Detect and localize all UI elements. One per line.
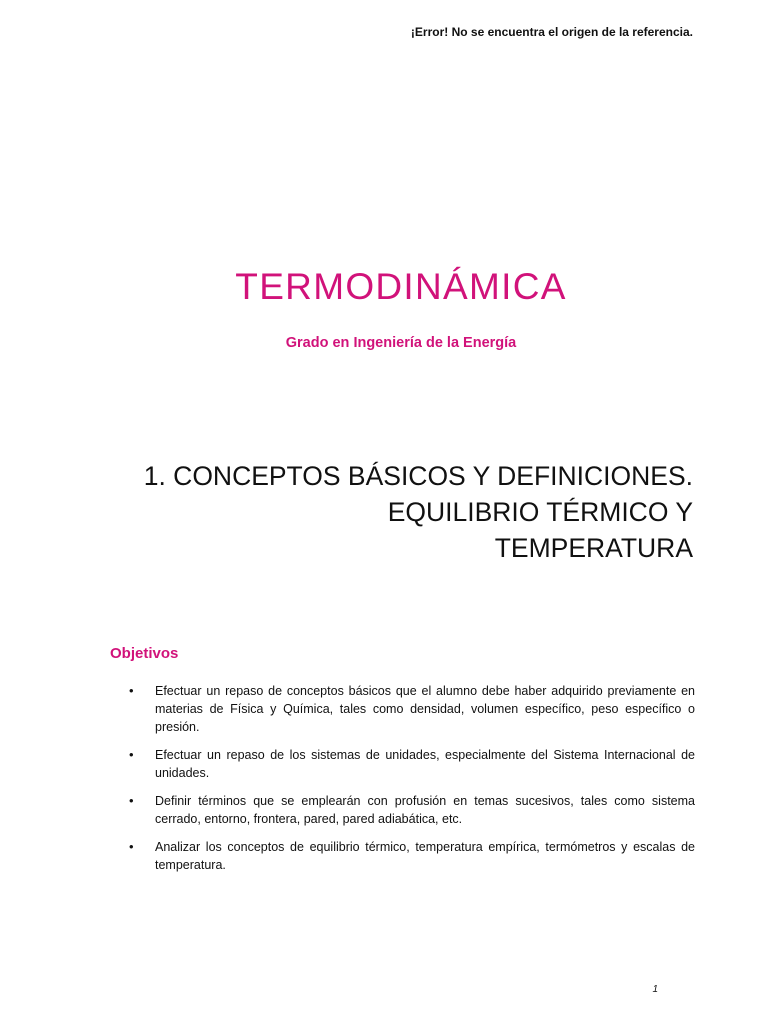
- list-item-text: Definir términos que se emplearán con profusión en temas sucesivos, tales como sistema cerrado, entorno, frontera, pared, pared adiabática, etc.: [155, 794, 695, 826]
- list-item-text: Efectuar un repaso de los sistemas de unidades, especialmente del Sistema Internacional de unidades.: [155, 748, 695, 780]
- list-item: [110, 838, 695, 874]
- running-header: ¡Error! No se encuentra el origen de la referencia.: [410, 25, 693, 39]
- list-item-text: Analizar los conceptos de equilibrio térmico, temperatura empírica, termómetros y escalas de temperatura.: [155, 840, 695, 872]
- list-item: [110, 792, 695, 828]
- bullet-icon: •: [129, 747, 134, 762]
- objectives-heading: Objetivos: [110, 645, 179, 662]
- list-item-text: Efectuar un repaso de conceptos básicos que el alumno debe haber adquirido previamente en materias de Física y Química, tales como densidad, volumen específico, peso específico o presión.: [155, 684, 695, 734]
- document-title: TERMODINÁMICA: [235, 266, 567, 307]
- document-subtitle: Grado en Ingeniería de la Energía: [285, 335, 517, 351]
- list-item: [110, 682, 695, 736]
- chapter-title-line: 1. CONCEPTOS BÁSICOS Y DEFINICIONES.: [143, 461, 693, 491]
- bullet-icon: •: [129, 839, 134, 854]
- list-item: [110, 746, 695, 782]
- chapter-title-line: EQUILIBRIO TÉRMICO Y: [387, 497, 693, 527]
- bullet-icon: •: [129, 793, 134, 808]
- bullet-icon: •: [129, 683, 134, 698]
- chapter-title: [53, 458, 693, 566]
- objectives-list: [110, 682, 695, 884]
- page-number: 1: [652, 984, 658, 995]
- chapter-title-line: TEMPERATURA: [494, 533, 693, 563]
